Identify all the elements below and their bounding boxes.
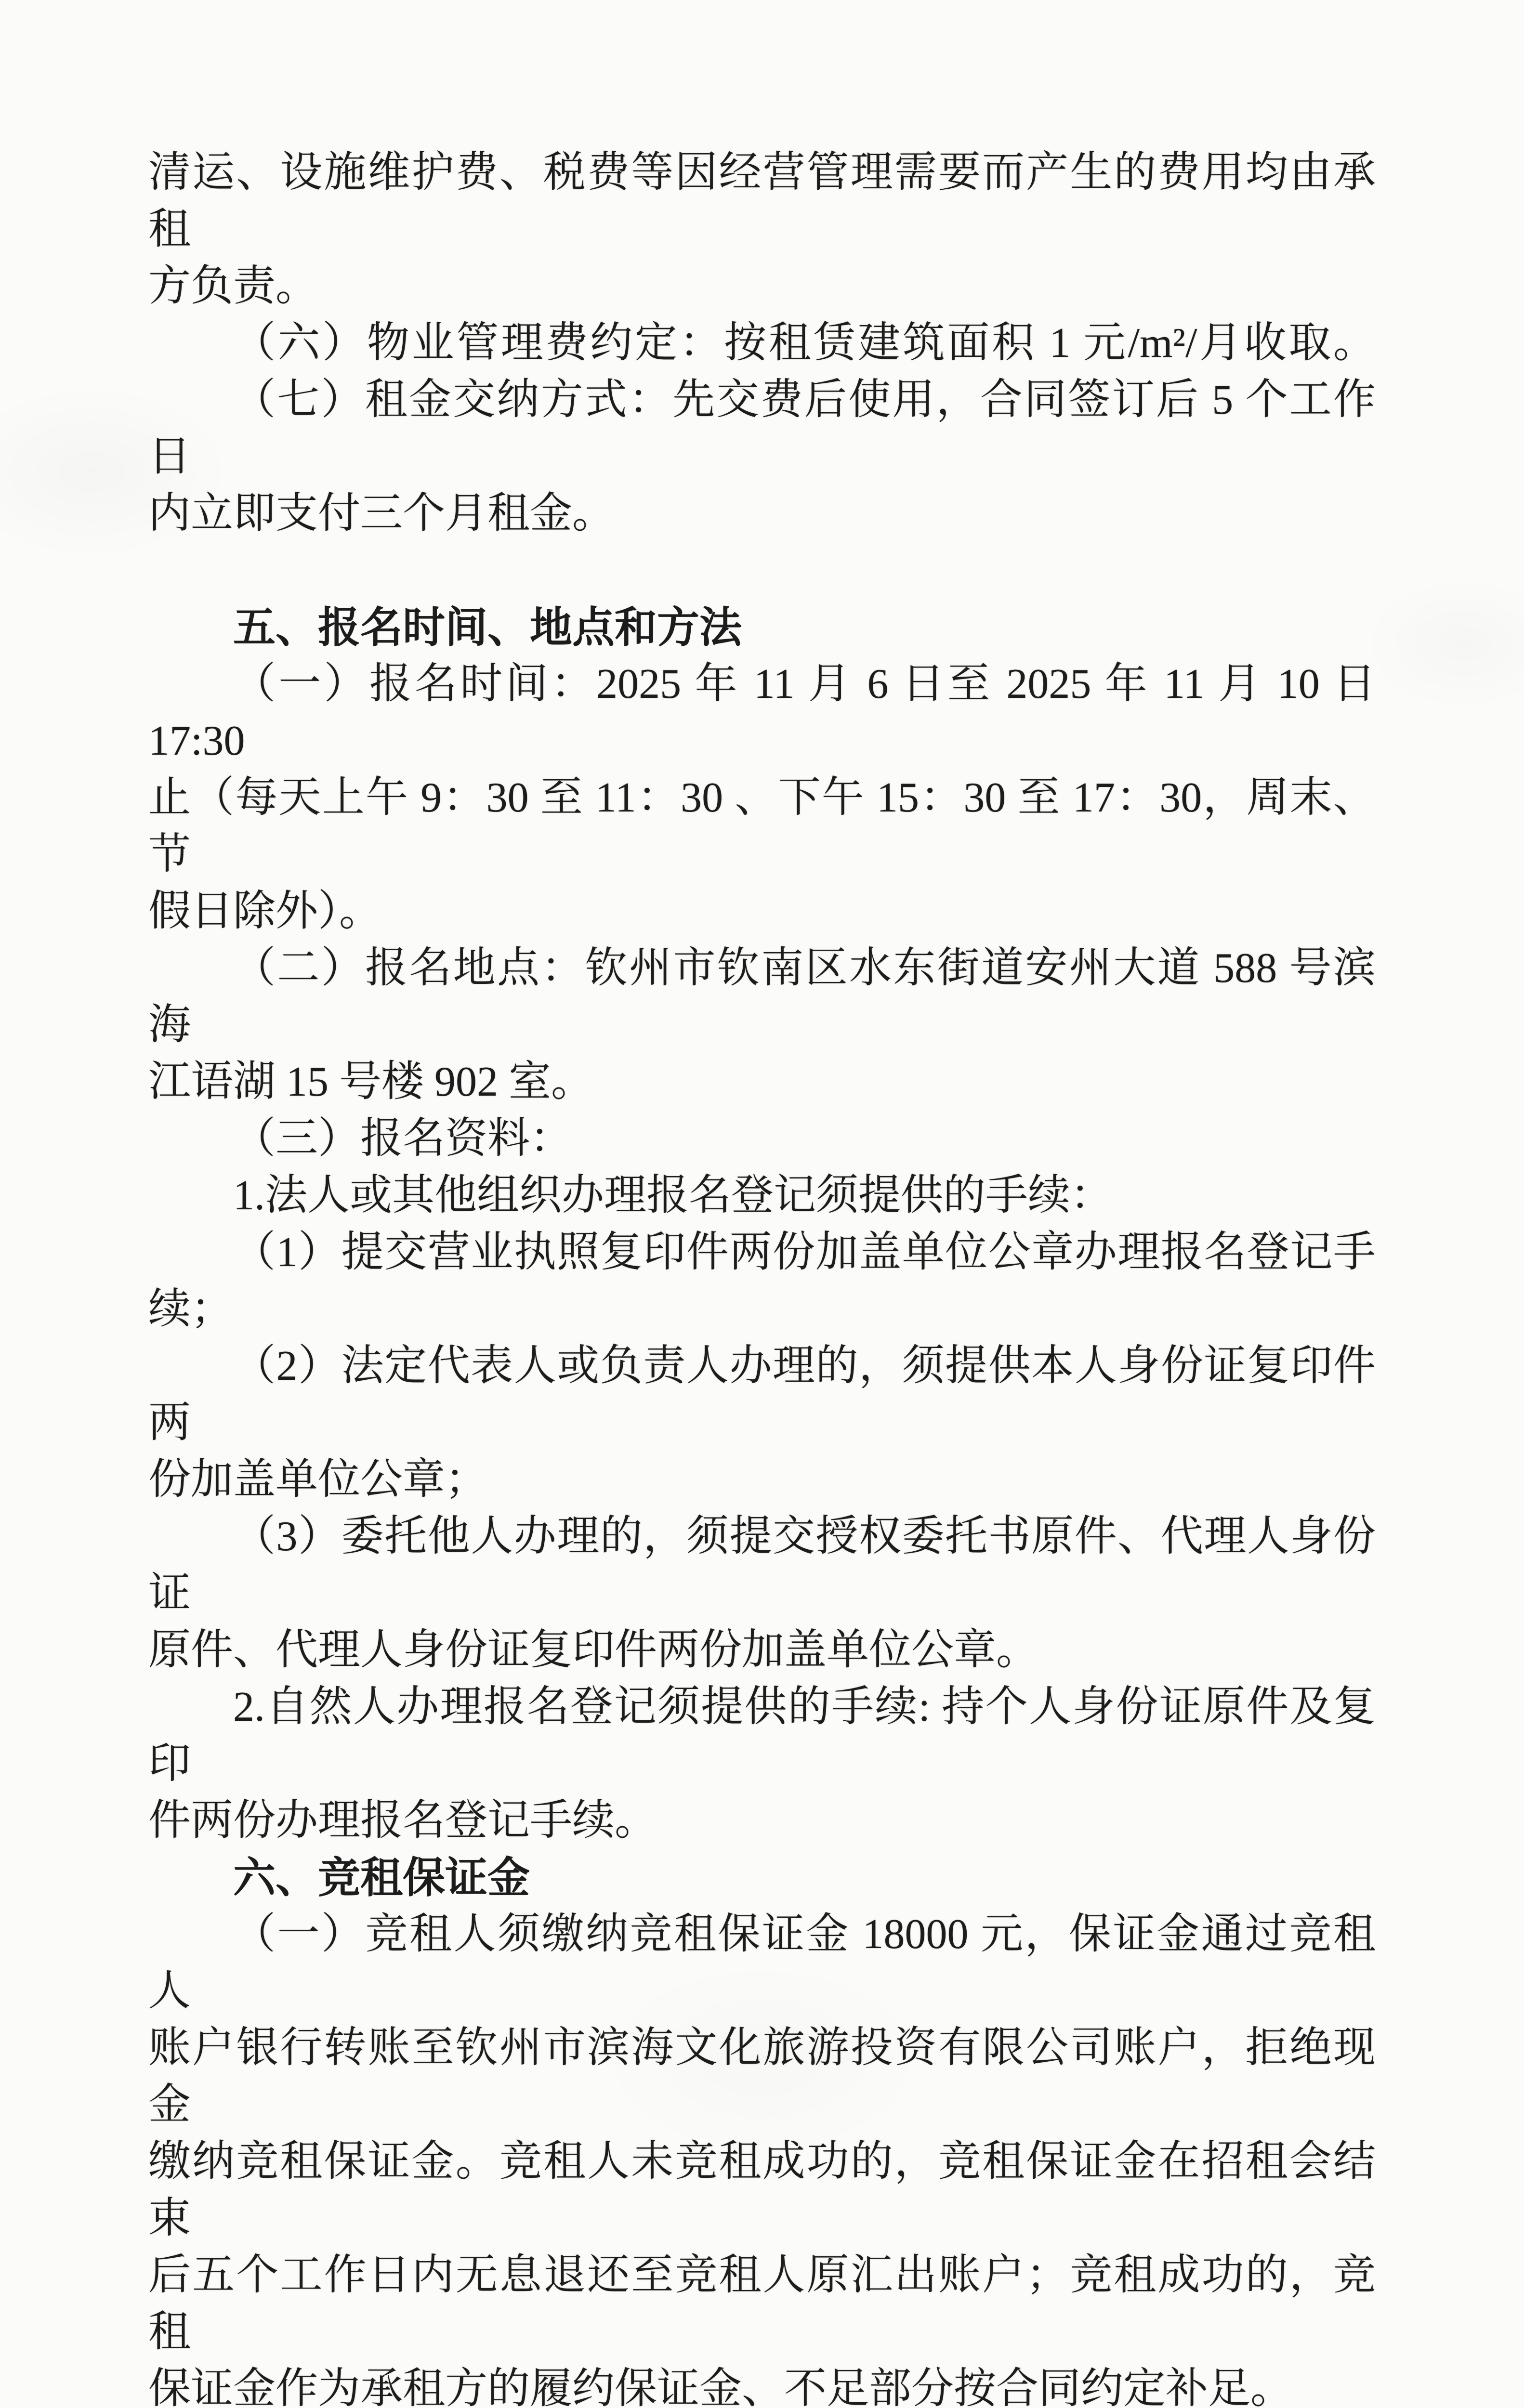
doc-line: 续； — [148, 1286, 234, 1333]
doc-line: 保证金作为承租方的履约保证金、不足部分按合同约定补足。 — [148, 2366, 1293, 2408]
doc-line: （1）提交营业执照复印件两份加盖单位公章办理报名登记手 — [233, 1229, 1376, 1276]
doc-line: 清运、设施维护费、税费等因经营管理需要而产生的费用均由承租 — [148, 149, 1376, 253]
doc-line: 方负责。 — [148, 263, 318, 310]
doc-line: 账户银行转账至钦州市滨海文化旅游投资有限公司账户，拒绝现金 — [148, 2025, 1376, 2128]
doc-line: 1.法人或其他组织办理报名登记须提供的手续： — [233, 1172, 1113, 1219]
doc-line: （2）法定代表人或负责人办理的，须提供本人身份证复印件两 — [148, 1343, 1376, 1446]
doc-line: （三）报名资料： — [233, 1115, 573, 1162]
doc-line: （3）委托他人办理的，须提交授权委托书原件、代理人身份证 — [148, 1513, 1376, 1617]
blank-line — [148, 542, 1376, 599]
doc-line: 份加盖单位公章； — [148, 1456, 488, 1503]
doc-line: 件两份办理报名登记手续。 — [148, 1797, 657, 1844]
doc-line: 后五个工作日内无息退还至竞租人原汇出账户；竞租成功的，竞租 — [148, 2252, 1376, 2356]
doc-line: （一）报名时间：2025 年 11 月 6 日至 2025 年 11 月 10 日 17:30 — [148, 661, 1376, 764]
doc-line: （七）租金交纳方式：先交费后使用，合同签订后 5 个工作日 — [148, 377, 1376, 480]
section-heading-six: 六、竞租保证金 — [233, 1853, 530, 1902]
doc-line: 江语湖 15 号楼 902 室。 — [148, 1059, 594, 1105]
doc-line: （一）竞租人须缴纳竞租保证金 18000 元，保证金通过竞租人 — [148, 1911, 1376, 2015]
doc-line: （二）报名地点：钦州市钦南区水东街道安州大道 588 号滨海 — [148, 945, 1376, 1048]
section-heading-five: 五、报名时间、地点和方法 — [233, 602, 742, 652]
doc-line: 2.自然人办理报名登记须提供的手续: 持个人身份证原件及复印 — [148, 1684, 1376, 1787]
doc-line: 缴纳竞租保证金。竞租人未竞租成功的，竞租保证金在招租会结束 — [148, 2138, 1376, 2242]
document-text — [148, 144, 1376, 2408]
doc-line: （六）物业管理费约定：按租赁建筑面积 1 元/m²/月收取。 — [233, 320, 1376, 366]
doc-line: 内立即支付三个月租金。 — [148, 490, 615, 537]
doc-line: 假日除外）。 — [148, 888, 382, 935]
doc-line: 止（每天上午 9：30 至 11：30 、下午 15：30 至 17：30，周末、节 — [148, 774, 1376, 878]
doc-line: 原件、代理人身份证复印件两份加盖单位公章。 — [148, 1627, 1039, 1674]
